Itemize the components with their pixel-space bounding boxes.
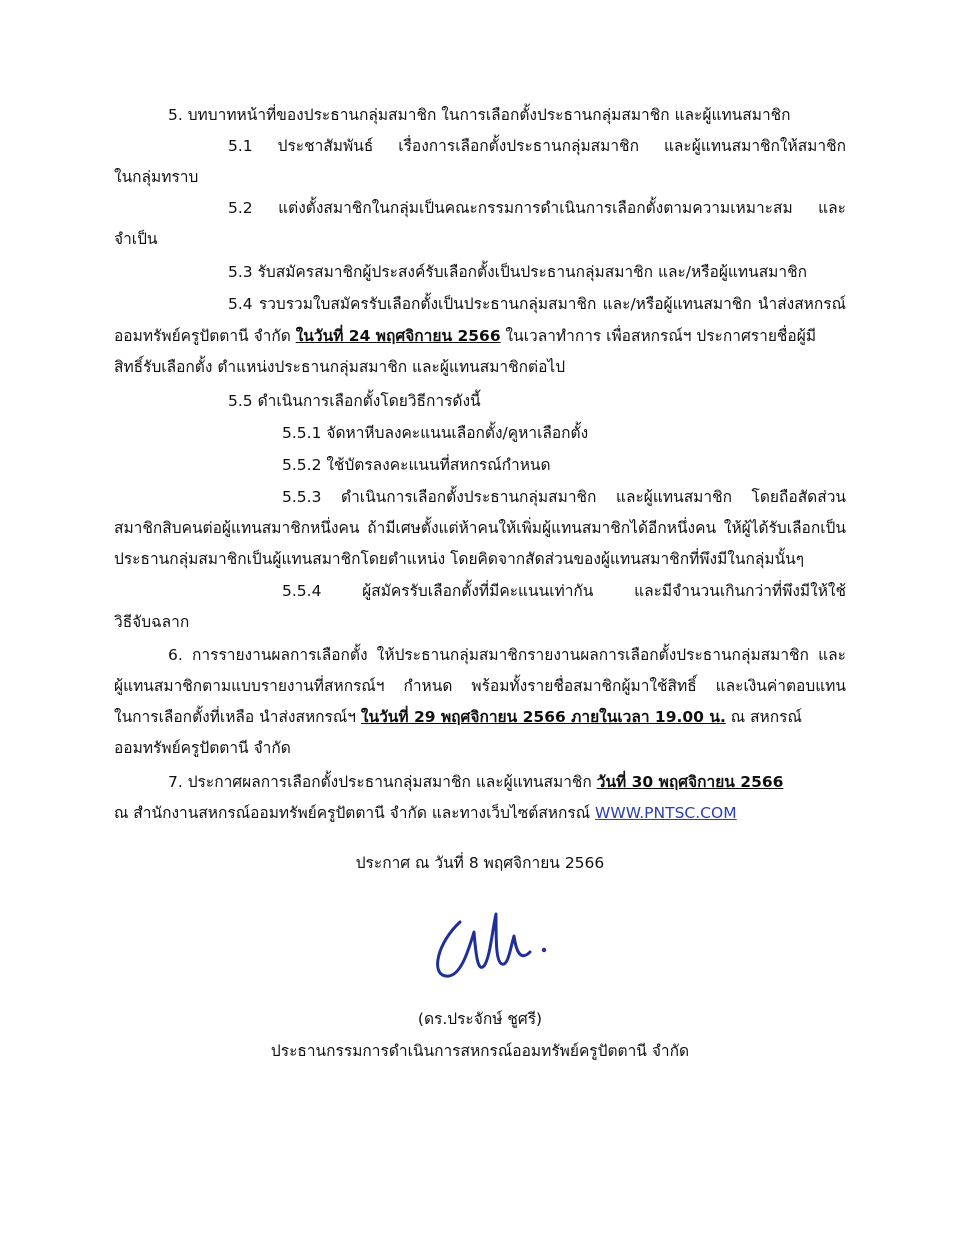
item-5-5-4-line1: 5.5.4 ผู้สมัครรับเลือกตั้งที่มีคะแนนเท่ากัน และมีจำนวนเกินกว่าที่พึงมีให้ใช้	[282, 582, 846, 600]
signer-position: ประธานกรรมการดำเนินการสหกรณ์ออมทรัพย์ครูปัตตานี จำกัด	[270, 1042, 690, 1060]
item-5-4-line2	[114, 321, 846, 351]
section-6-line2: ผู้แทนสมาชิกตามแบบรายงานที่สหกรณ์ฯ กำหนด พร้อมทั้งรายชื่อสมาชิกผู้มาใช้สิทธิ์ และเงินค่าตอบแทน	[114, 677, 846, 695]
item-5-2-line2: จำเป็น	[114, 230, 158, 248]
item-5-1-line1: 5.1 ประชาสัมพันธ์ เรื่องการเลือกตั้งประธานกลุ่มสมาชิก และผู้แทนสมาชิกให้สมาชิก	[228, 137, 846, 155]
section-6-deadline: ในวันที่ 29 พฤศจิกายน 2566 ภายในเวลา 19.00 น.	[360, 708, 726, 726]
item-5-5-4-line2: วิธีจับฉลาก	[114, 613, 190, 631]
item-5-5-1: 5.5.1 จัดหาหีบลงคะแนนเลือกตั้ง/คูหาเลือกตั้ง	[282, 424, 589, 442]
item-5-4-text-a: ออมทรัพย์ครูปัตตานี จำกัด	[114, 327, 296, 345]
section-6-line4: ออมทรัพย์ครูปัตตานี จำกัด	[114, 739, 291, 757]
signer-name: (ดร.ประจักษ์ ชูศรี)	[417, 1010, 543, 1028]
item-5-1-line2: ในกลุ่มทราบ	[114, 168, 199, 186]
item-5-5-3-line2: สมาชิกสิบคนต่อผู้แทนสมาชิกหนึ่งคน ถ้ามีเศษตั้งแต่ห้าคนให้เพิ่มผู้แทนสมาชิกได้อีกหนึ่งคน ให้ผู้ได้รับเลือกเป็น	[114, 519, 846, 537]
signature-image	[430, 902, 560, 982]
item-5-3: 5.3 รับสมัครสมาชิกผู้ประสงค์รับเลือกตั้งเป็นประธานกลุ่มสมาชิก และ/หรือผู้แทนสมาชิก	[228, 263, 808, 281]
item-5-4-deadline: ในวันที่ 24 พฤศจิกายน 2566	[295, 327, 501, 345]
section-6-line3	[114, 702, 846, 732]
section-6-line1: 6. การรายงานผลการเลือกตั้ง ให้ประธานกลุ่มสมาชิกรายงานผลการเลือกตั้งประธานกลุ่มสมาชิก และ	[168, 646, 846, 664]
section-7-text-a: 7. ประกาศผลการเลือกตั้งประธานกลุ่มสมาชิก และผู้แทนสมาชิก	[168, 773, 597, 791]
website-link[interactable]: WWW.PNTSC.COM	[595, 804, 737, 822]
section-7-line1	[168, 767, 846, 797]
section-7-date: วันที่ 30 พฤศจิกายน 2566	[596, 773, 784, 791]
item-5-5: 5.5 ดำเนินการเลือกตั้งโดยวิธีการดังนี้	[228, 392, 481, 410]
item-5-4-line3: สิทธิ์รับเลือกตั้ง ตำแหน่งประธานกลุ่มสมาชิก และผู้แทนสมาชิกต่อไป	[114, 358, 566, 376]
section-7-text-a2: ณ สำนักงานสหกรณ์ออมทรัพย์ครูปัตตานี จำกัด และทางเว็บไซต์สหกรณ์	[114, 804, 596, 822]
section-6-text-a: ในการเลือกตั้งที่เหลือ นำส่งสหกรณ์ฯ	[114, 708, 361, 726]
item-5-2-line1: 5.2 แต่งตั้งสมาชิกในกลุ่มเป็นคณะกรรมการดำเนินการเลือกตั้งตามความเหมาะสม และ	[228, 199, 846, 217]
announcement-date: ประกาศ ณ วันที่ 8 พฤศจิกายน 2566	[355, 854, 605, 872]
item-5-5-3-line1: 5.5.3 ดำเนินการเลือกตั้งประธานกลุ่มสมาชิก และผู้แทนสมาชิก โดยถือสัดส่วน	[282, 488, 846, 506]
section-7-line2	[114, 798, 846, 828]
item-5-5-2: 5.5.2 ใช้บัตรลงคะแนนที่สหกรณ์กำหนด	[282, 456, 551, 474]
item-5-4-text-c: ในเวลาทำการ เพื่อสหกรณ์ฯ ประกาศรายชื่อผู้มี	[500, 327, 817, 345]
section-6-text-c: ณ สหกรณ์	[725, 708, 802, 726]
item-5-4-line1: 5.4 รวบรวมใบสมัครรับเลือกตั้งเป็นประธานกลุ่มสมาชิก และ/หรือผู้แทนสมาชิก นำส่งสหกรณ์	[228, 295, 846, 313]
section-5-heading: 5. บทบาทหน้าที่ของประธานกลุ่มสมาชิก ในการเลือกตั้งประธานกลุ่มสมาชิก และผู้แทนสมาชิก	[168, 106, 791, 124]
item-5-5-3-line3: ประธานกลุ่มสมาชิกเป็นผู้แทนสมาชิกโดยตำแหน่ง โดยคิดจากสัดส่วนของผู้แทนสมาชิกที่พึงมีในกลุ่มนั้นๆ	[114, 550, 805, 568]
